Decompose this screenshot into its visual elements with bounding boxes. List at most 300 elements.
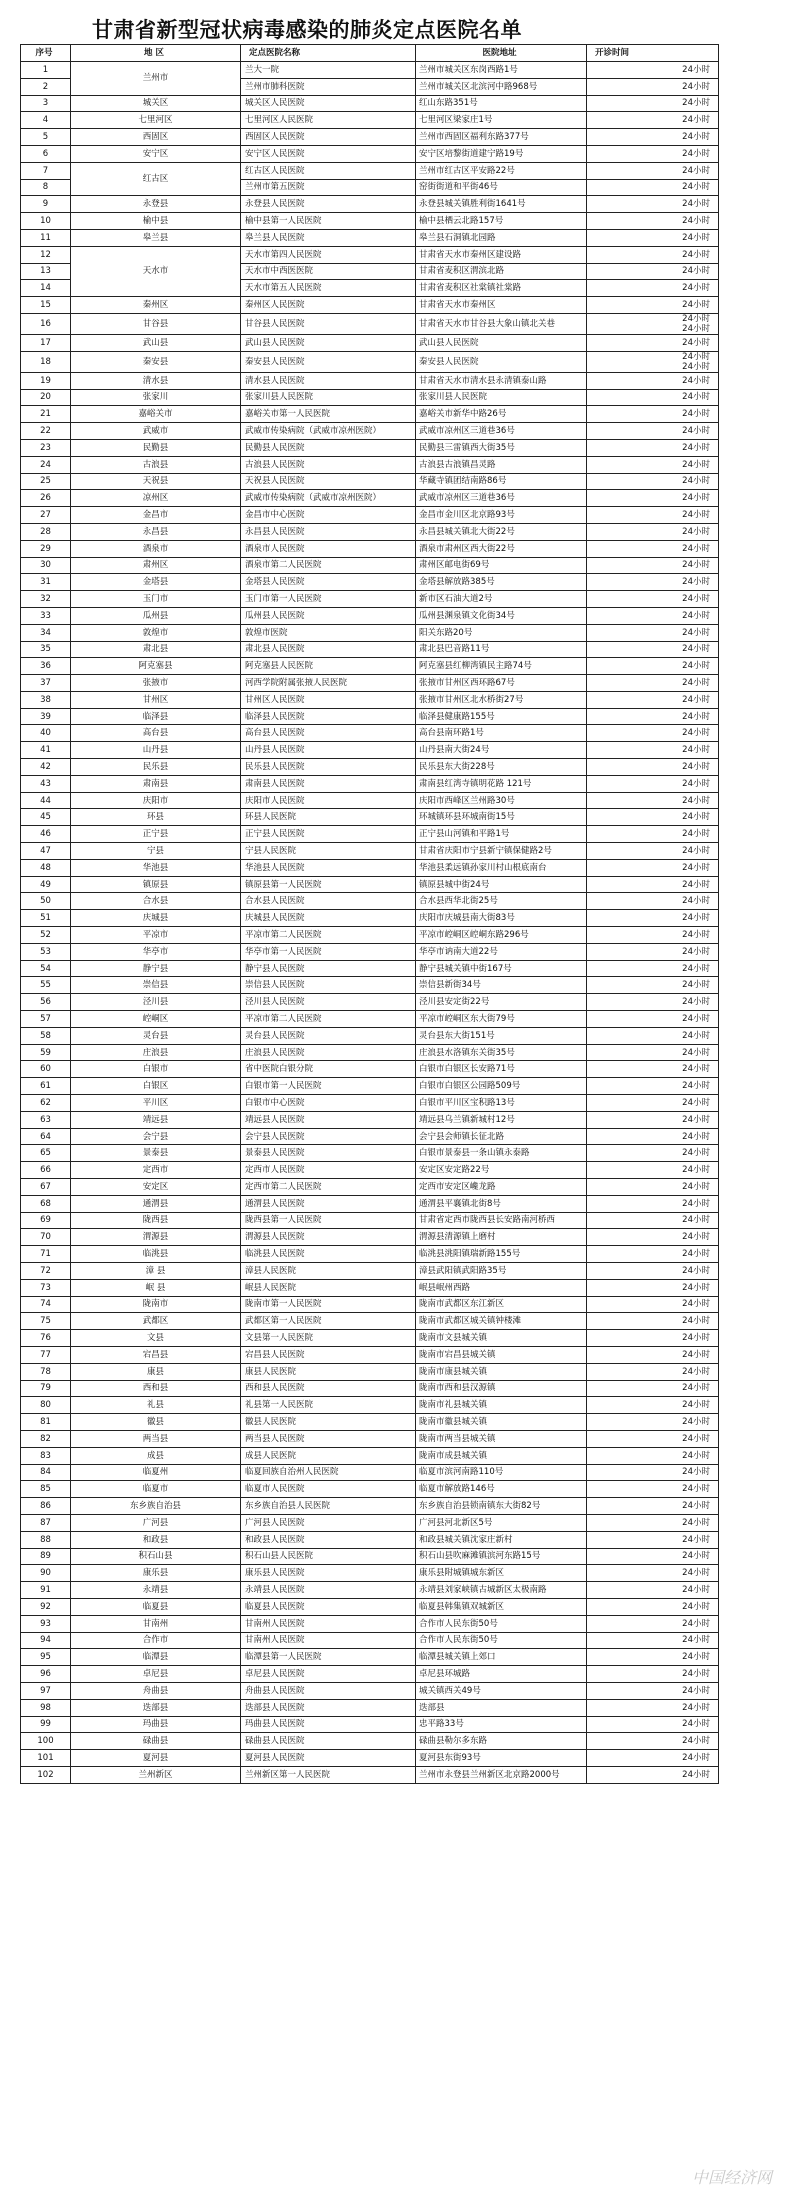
row-number: 34 xyxy=(21,624,71,641)
row-address: 合水县西华北街25号 xyxy=(416,893,587,910)
row-district: 宕昌县 xyxy=(71,1346,241,1363)
row-district: 永靖县 xyxy=(71,1582,241,1599)
hours-value: 24小时 xyxy=(682,694,710,705)
row-hospital: 天水市第五人民医院 xyxy=(241,280,416,297)
row-district: 金昌市 xyxy=(71,507,241,524)
row-address: 环城镇环县环城南街15号 xyxy=(416,809,587,826)
row-district: 张家川 xyxy=(71,389,241,406)
row-number: 2 xyxy=(21,78,71,95)
row-number: 18 xyxy=(21,351,71,372)
row-address: 永昌县城关镇北大街22号 xyxy=(416,523,587,540)
row-hours xyxy=(587,1111,719,1128)
row-address: 康乐县附城镇城东新区 xyxy=(416,1565,587,1582)
row-number: 43 xyxy=(21,775,71,792)
row-hours xyxy=(587,826,719,843)
table-row xyxy=(21,927,719,944)
row-hospital: 渭源县人民医院 xyxy=(241,1229,416,1246)
row-district: 皋兰县 xyxy=(71,229,241,246)
hours-value: 24小时 xyxy=(682,1064,710,1075)
row-hours xyxy=(587,792,719,809)
row-hospital: 安宁区人民医院 xyxy=(241,145,416,162)
row-hospital: 甘南州人民医院 xyxy=(241,1615,416,1632)
hours-value: 24小时 xyxy=(682,1097,710,1108)
row-hospital: 通渭县人民医院 xyxy=(241,1195,416,1212)
hours-value: 24小时 xyxy=(682,249,710,260)
table-row xyxy=(21,574,719,591)
row-hours xyxy=(587,1095,719,1112)
row-hours xyxy=(587,1598,719,1615)
row-district: 临潭县 xyxy=(71,1649,241,1666)
hours-value: 24小时 xyxy=(682,560,710,571)
row-hours xyxy=(587,1716,719,1733)
row-district: 西和县 xyxy=(71,1380,241,1397)
row-district: 永登县 xyxy=(71,196,241,213)
row-hours xyxy=(587,179,719,196)
row-address: 兰州市城关区东岗西路1号 xyxy=(416,62,587,79)
row-hospital: 定西市第二人民医院 xyxy=(241,1179,416,1196)
row-number: 81 xyxy=(21,1414,71,1431)
row-hospital: 甘州区人民医院 xyxy=(241,691,416,708)
table-row xyxy=(21,591,719,608)
row-number: 40 xyxy=(21,725,71,742)
row-address: 榆中县栖云北路157号 xyxy=(416,213,587,230)
row-district: 庆阳市 xyxy=(71,792,241,809)
row-hours xyxy=(587,523,719,540)
hours-value: 24小时 xyxy=(682,476,710,487)
row-district: 西固区 xyxy=(71,129,241,146)
row-address: 会宁县会师镇长征北路 xyxy=(416,1128,587,1145)
row-address: 漳县武阳镇武阳路35号 xyxy=(416,1262,587,1279)
row-address: 陇南市成县城关镇 xyxy=(416,1447,587,1464)
row-address: 陇南市徽县城关镇 xyxy=(416,1414,587,1431)
row-address: 安宁区培黎街道建宁路19号 xyxy=(416,145,587,162)
row-number: 12 xyxy=(21,246,71,263)
header-row xyxy=(21,45,719,62)
row-address: 白银市平川区宝积路13号 xyxy=(416,1095,587,1112)
row-address: 卓尼县环城路 xyxy=(416,1666,587,1683)
row-number: 96 xyxy=(21,1666,71,1683)
row-number: 67 xyxy=(21,1179,71,1196)
row-hospital: 礼县第一人民医院 xyxy=(241,1397,416,1414)
row-hospital: 夏河县人民医院 xyxy=(241,1750,416,1767)
row-hospital: 平凉市第二人民医院 xyxy=(241,927,416,944)
row-address: 甘肃省麦积区渭滨北路 xyxy=(416,263,587,280)
hours-value: 24小时 xyxy=(682,148,710,159)
table-row xyxy=(21,910,719,927)
row-number: 11 xyxy=(21,229,71,246)
table-row xyxy=(21,1011,719,1028)
table-row xyxy=(21,1414,719,1431)
row-address: 甘肃省定西市陇西县长安路南河桥西 xyxy=(416,1212,587,1229)
row-hospital: 陇南市第一人民医院 xyxy=(241,1296,416,1313)
row-hours xyxy=(587,1078,719,1095)
row-address: 白银市白银区长安路71号 xyxy=(416,1061,587,1078)
row-hospital: 临夏市人民医院 xyxy=(241,1481,416,1498)
row-hospital: 红古区人民医院 xyxy=(241,162,416,179)
row-address: 泾川县安定街22号 xyxy=(416,994,587,1011)
row-hospital: 肃北县人民医院 xyxy=(241,641,416,658)
row-hospital: 秦州区人民医院 xyxy=(241,297,416,314)
row-address: 阿克塞县红柳湾镇民主路74号 xyxy=(416,658,587,675)
row-hospital: 静宁县人民医院 xyxy=(241,960,416,977)
row-address: 庆阳市西峰区兰州路30号 xyxy=(416,792,587,809)
row-address: 武山县人民医院 xyxy=(416,334,587,351)
row-district: 秦安县 xyxy=(71,351,241,372)
table-row xyxy=(21,1598,719,1615)
row-address: 城关镇西关49号 xyxy=(416,1682,587,1699)
row-hours xyxy=(587,977,719,994)
row-hours xyxy=(587,1027,719,1044)
row-hours xyxy=(587,1632,719,1649)
row-hours xyxy=(587,1649,719,1666)
hours-value: 24小时 xyxy=(682,627,710,638)
row-district: 武山县 xyxy=(71,334,241,351)
row-hospital: 漳县人民医院 xyxy=(241,1262,416,1279)
row-address: 东乡族自治县锁南镇东大街82号 xyxy=(416,1498,587,1515)
row-address: 陇南市两当县城关镇 xyxy=(416,1430,587,1447)
row-district: 庄浪县 xyxy=(71,1044,241,1061)
row-number: 29 xyxy=(21,540,71,557)
row-hospital: 灵台县人民医院 xyxy=(241,1027,416,1044)
row-address: 庆阳市庆城县南大街83号 xyxy=(416,910,587,927)
row-hours xyxy=(587,1262,719,1279)
row-hours xyxy=(587,1195,719,1212)
header-district: 地 区 xyxy=(71,45,241,62)
row-hospital: 岷县人民医院 xyxy=(241,1279,416,1296)
row-district: 靖远县 xyxy=(71,1111,241,1128)
row-number: 51 xyxy=(21,910,71,927)
row-district: 康乐县 xyxy=(71,1565,241,1582)
row-hospital: 正宁县人民医院 xyxy=(241,826,416,843)
row-hours xyxy=(587,691,719,708)
row-district: 通渭县 xyxy=(71,1195,241,1212)
row-number: 53 xyxy=(21,943,71,960)
row-hours xyxy=(587,1733,719,1750)
hours-value: 24小时 xyxy=(682,711,710,722)
row-number: 4 xyxy=(21,112,71,129)
hours-value: 24小时 xyxy=(682,459,710,470)
row-district: 红古区 xyxy=(71,162,241,196)
row-address: 岷县岷州西路 xyxy=(416,1279,587,1296)
hours-value: 24小时 xyxy=(682,426,710,437)
table-row xyxy=(21,1279,719,1296)
row-hours xyxy=(587,1514,719,1531)
row-hospital: 广河县人民医院 xyxy=(241,1514,416,1531)
row-hospital: 临夏回族自治州人民医院 xyxy=(241,1464,416,1481)
row-address: 忠平路33号 xyxy=(416,1716,587,1733)
row-hours xyxy=(587,540,719,557)
row-number: 38 xyxy=(21,691,71,708)
table-row xyxy=(21,1699,719,1716)
row-hours xyxy=(587,759,719,776)
row-number: 33 xyxy=(21,607,71,624)
header-no: 序号 xyxy=(21,45,71,62)
hours-value: 24小时 xyxy=(682,929,710,940)
row-address: 瓜州县渊泉镇文化街34号 xyxy=(416,607,587,624)
row-address: 庄浪县水洛镇东关街35号 xyxy=(416,1044,587,1061)
hours-value: 24小时 xyxy=(682,392,710,403)
hours-value: 24小时 xyxy=(682,1400,710,1411)
row-address: 七里河区梁家庄1号 xyxy=(416,112,587,129)
row-district: 敦煌市 xyxy=(71,624,241,641)
row-hours xyxy=(587,112,719,129)
hours-value: 24小时 xyxy=(682,1618,710,1629)
row-number: 87 xyxy=(21,1514,71,1531)
hours-value: 24小时 xyxy=(682,1215,710,1226)
row-district: 临夏县 xyxy=(71,1598,241,1615)
row-hours xyxy=(587,95,719,112)
row-address: 积石山县吹麻滩镇滨河东路15号 xyxy=(416,1548,587,1565)
row-district: 武都区 xyxy=(71,1313,241,1330)
hours-value: 24小时 xyxy=(682,661,710,672)
row-number: 68 xyxy=(21,1195,71,1212)
hours-value: 24小时 xyxy=(682,1299,710,1310)
row-hours xyxy=(587,943,719,960)
hours-value: 24小时 xyxy=(682,283,710,294)
row-district: 兰州市 xyxy=(71,62,241,96)
row-district: 舟曲县 xyxy=(71,1682,241,1699)
row-district: 陇南市 xyxy=(71,1296,241,1313)
row-number: 92 xyxy=(21,1598,71,1615)
table-row xyxy=(21,1481,719,1498)
hours-value: 24小时 xyxy=(682,1467,710,1478)
row-number: 97 xyxy=(21,1682,71,1699)
row-hospital: 崇信县人民医院 xyxy=(241,977,416,994)
row-district: 渭源县 xyxy=(71,1229,241,1246)
hours-value: 24小时 xyxy=(682,845,710,856)
row-hours xyxy=(587,1682,719,1699)
table-row xyxy=(21,607,719,624)
hours-value: 24小时 xyxy=(682,1198,710,1209)
hours-value: 24小时 xyxy=(682,313,710,324)
row-address: 临夏县韩集镇双城新区 xyxy=(416,1598,587,1615)
row-number: 77 xyxy=(21,1346,71,1363)
hours-value: 24小时 xyxy=(682,610,710,621)
hours-value: 24小时 xyxy=(682,526,710,537)
table-row xyxy=(21,1514,719,1531)
row-address: 新市区石油大道2号 xyxy=(416,591,587,608)
row-hours xyxy=(587,1615,719,1632)
hours-value: 24小时 xyxy=(682,1333,710,1344)
row-hours xyxy=(587,1128,719,1145)
row-hospital: 玛曲县人民医院 xyxy=(241,1716,416,1733)
table-row xyxy=(21,1363,719,1380)
row-hours xyxy=(587,1380,719,1397)
row-district: 镇原县 xyxy=(71,876,241,893)
row-hours xyxy=(587,490,719,507)
row-address: 陇南市宕昌县城关镇 xyxy=(416,1346,587,1363)
hours-value: 24小时 xyxy=(682,728,710,739)
table-row xyxy=(21,372,719,389)
row-hospital: 阿克塞县人民医院 xyxy=(241,658,416,675)
row-number: 23 xyxy=(21,439,71,456)
row-hospital: 兰州市肺科医院 xyxy=(241,78,416,95)
row-number: 98 xyxy=(21,1699,71,1716)
table-row xyxy=(21,95,719,112)
table-row xyxy=(21,1145,719,1162)
table-row xyxy=(21,112,719,129)
row-number: 93 xyxy=(21,1615,71,1632)
row-address: 陇南市康县城关镇 xyxy=(416,1363,587,1380)
table-row xyxy=(21,1397,719,1414)
row-hospital: 肃南县人民医院 xyxy=(241,775,416,792)
row-hours xyxy=(587,1430,719,1447)
row-number: 47 xyxy=(21,843,71,860)
row-district: 肃州区 xyxy=(71,557,241,574)
hours-value: 24小时 xyxy=(682,1165,710,1176)
row-number: 76 xyxy=(21,1330,71,1347)
row-address: 崇信县新街34号 xyxy=(416,977,587,994)
row-hospital: 临洮县人民医院 xyxy=(241,1246,416,1263)
table-row xyxy=(21,406,719,423)
row-address: 夏河县东街93号 xyxy=(416,1750,587,1767)
table-row xyxy=(21,1078,719,1095)
row-hours xyxy=(587,351,719,372)
row-district: 清水县 xyxy=(71,372,241,389)
row-address: 武威市凉州区三道巷36号 xyxy=(416,490,587,507)
hours-value: 24小时 xyxy=(682,1635,710,1646)
row-hours xyxy=(587,1346,719,1363)
row-number: 82 xyxy=(21,1430,71,1447)
hours-value: 24小时 xyxy=(682,1131,710,1142)
row-address: 渭源县清源镇上磨村 xyxy=(416,1229,587,1246)
row-number: 7 xyxy=(21,162,71,179)
row-hours xyxy=(587,1061,719,1078)
table-row xyxy=(21,1229,719,1246)
row-hospital: 张家川县人民医院 xyxy=(241,389,416,406)
row-district: 安宁区 xyxy=(71,145,241,162)
row-hours xyxy=(587,423,719,440)
row-district: 东乡族自治县 xyxy=(71,1498,241,1515)
table-row xyxy=(21,423,719,440)
row-district: 永昌县 xyxy=(71,523,241,540)
row-number: 16 xyxy=(21,313,71,334)
row-hospital: 庄浪县人民医院 xyxy=(241,1044,416,1061)
hours-value: 24小时 xyxy=(682,677,710,688)
hours-value: 24小时 xyxy=(682,1652,710,1663)
row-hospital: 徽县人民医院 xyxy=(241,1414,416,1431)
row-hours xyxy=(587,1766,719,1783)
row-number: 27 xyxy=(21,507,71,524)
row-hours xyxy=(587,1212,719,1229)
hours-value: 24小时 xyxy=(682,199,710,210)
row-hours xyxy=(587,960,719,977)
hours-value: 24小时 xyxy=(682,980,710,991)
row-district: 礼县 xyxy=(71,1397,241,1414)
row-district: 甘谷县 xyxy=(71,313,241,334)
row-number: 94 xyxy=(21,1632,71,1649)
hours-value: 24小时 xyxy=(682,1047,710,1058)
header-hours: 开诊时间 xyxy=(587,45,719,62)
row-district: 卓尼县 xyxy=(71,1666,241,1683)
table-row xyxy=(21,1313,719,1330)
table-row xyxy=(21,1649,719,1666)
table-row xyxy=(21,351,719,372)
row-district: 迭部县 xyxy=(71,1699,241,1716)
row-hours xyxy=(587,1414,719,1431)
row-address: 和政县城关镇沈家庄新村 xyxy=(416,1531,587,1548)
hours-value: 24小时 xyxy=(682,510,710,521)
hours-value: 24小时 xyxy=(682,997,710,1008)
table-row xyxy=(21,1750,719,1767)
hours-value: 24小时 xyxy=(682,1585,710,1596)
row-hours xyxy=(587,1179,719,1196)
row-district: 徽县 xyxy=(71,1414,241,1431)
table-row xyxy=(21,439,719,456)
row-address: 临潭县城关镇上郊口 xyxy=(416,1649,587,1666)
row-district: 漳 县 xyxy=(71,1262,241,1279)
row-hospital: 金塔县人民医院 xyxy=(241,574,416,591)
table-row xyxy=(21,1565,719,1582)
hours-value: 24小时 xyxy=(682,577,710,588)
row-hospital: 东乡族自治县人民医院 xyxy=(241,1498,416,1515)
row-district: 静宁县 xyxy=(71,960,241,977)
row-hours xyxy=(587,456,719,473)
row-district: 夏河县 xyxy=(71,1750,241,1767)
row-district: 华亭市 xyxy=(71,943,241,960)
table-row xyxy=(21,943,719,960)
hours-value: 24小时 xyxy=(682,1030,710,1041)
row-address: 平凉市崆峒区东大街79号 xyxy=(416,1011,587,1028)
row-district: 平凉市 xyxy=(71,927,241,944)
row-district: 安定区 xyxy=(71,1179,241,1196)
hours-value: 24小时 xyxy=(682,829,710,840)
row-number: 63 xyxy=(21,1111,71,1128)
row-district: 兰州新区 xyxy=(71,1766,241,1783)
table-row xyxy=(21,196,719,213)
row-hours xyxy=(587,1011,719,1028)
hours-value: 24小时 xyxy=(682,1282,710,1293)
row-hospital: 酒泉市人民医院 xyxy=(241,540,416,557)
table-row xyxy=(21,246,719,263)
row-district: 武威市 xyxy=(71,423,241,440)
row-address: 陇南市礼县城关镇 xyxy=(416,1397,587,1414)
row-number: 31 xyxy=(21,574,71,591)
hours-value: 24小时 xyxy=(682,1501,710,1512)
table-row xyxy=(21,473,719,490)
row-hospital: 会宁县人民医院 xyxy=(241,1128,416,1145)
table-row xyxy=(21,691,719,708)
hours-value: 24小时 xyxy=(682,1265,710,1276)
row-hours xyxy=(587,1162,719,1179)
row-address: 定西市安定区巉龙路 xyxy=(416,1179,587,1196)
hours-value: 24小时 xyxy=(682,1719,710,1730)
row-district: 景泰县 xyxy=(71,1145,241,1162)
table-row xyxy=(21,557,719,574)
row-number: 1 xyxy=(21,62,71,79)
row-hours xyxy=(587,675,719,692)
table-row xyxy=(21,1464,719,1481)
row-hospital: 城关区人民医院 xyxy=(241,95,416,112)
row-hospital: 敦煌市医院 xyxy=(241,624,416,641)
row-hours xyxy=(587,809,719,826)
row-district: 岷 县 xyxy=(71,1279,241,1296)
row-address: 甘肃省庆阳市宁县新宁镇保健路2号 xyxy=(416,843,587,860)
row-hospital: 武山县人民医院 xyxy=(241,334,416,351)
row-number: 84 xyxy=(21,1464,71,1481)
row-number: 19 xyxy=(21,372,71,389)
row-hospital: 武威市传染病院（武威市凉州医院） xyxy=(241,423,416,440)
row-district: 玉门市 xyxy=(71,591,241,608)
row-district: 两当县 xyxy=(71,1430,241,1447)
row-hours xyxy=(587,658,719,675)
row-number: 74 xyxy=(21,1296,71,1313)
row-hospital: 白银市中心医院 xyxy=(241,1095,416,1112)
row-hours xyxy=(587,1582,719,1599)
row-hours xyxy=(587,1464,719,1481)
row-hours xyxy=(587,213,719,230)
hours-value: 24小时 xyxy=(682,1383,710,1394)
